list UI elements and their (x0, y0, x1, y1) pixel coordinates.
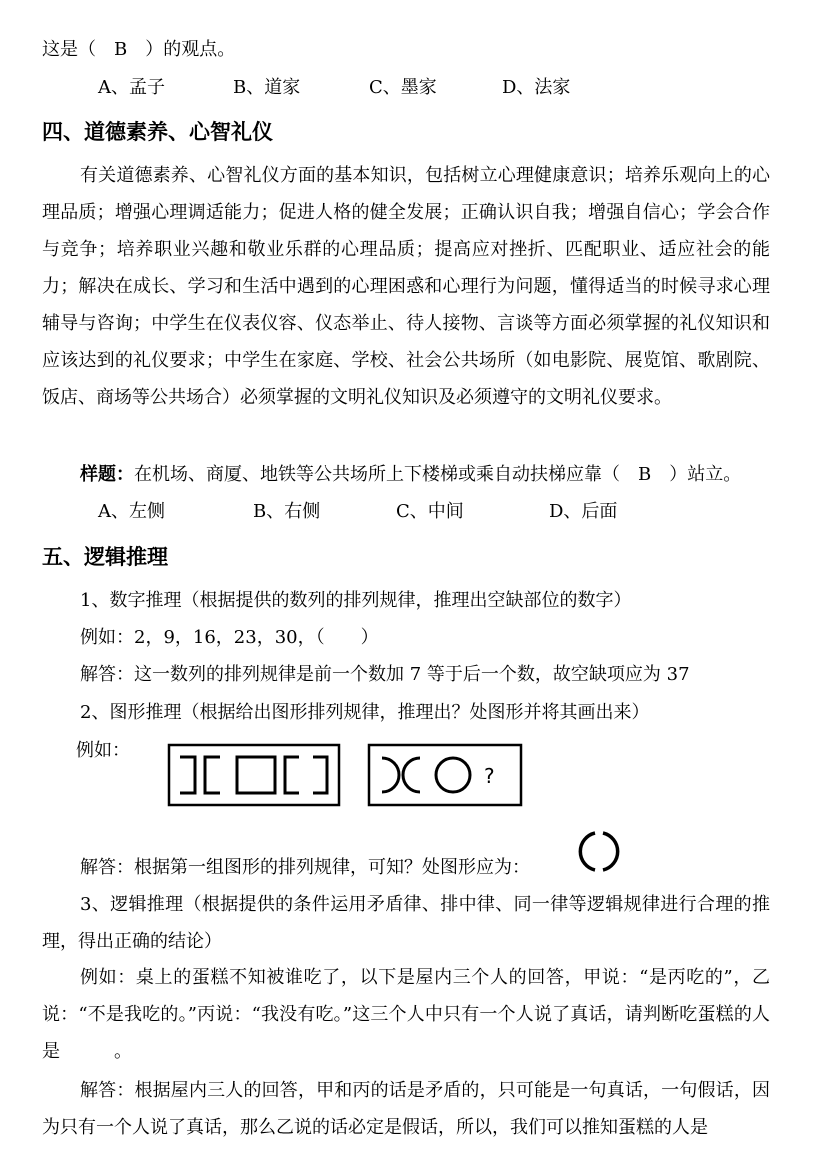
question-line: 这是（ B ）的观点。 (42, 39, 236, 60)
option-c: C、墨家 (369, 77, 437, 98)
sample-option-a: A、左侧 (98, 501, 165, 522)
item-3-title: 3、逻辑推理（根据提供的条件运用矛盾律、排中律、同一律等逻辑规律进行合理的推理，得出正确的结论） (42, 894, 770, 952)
item-1-example: 例如：2，9，16，23，30，（ ） (80, 627, 379, 648)
figure-group-2 (368, 744, 522, 806)
figure-group-2-frame (369, 745, 521, 805)
section-4-heading: 四、道德素养、心智礼仪 (42, 120, 273, 144)
item-1-title: 1、数字推理（根据提供的数列的排列规律，推理出空缺部位的数字） (80, 590, 632, 611)
figure-shape-facing-arcs (382, 758, 420, 792)
figure-shape-open-brackets (285, 757, 327, 793)
figure-question-mark: ? (484, 764, 495, 788)
sample-option-c: C、中间 (396, 501, 464, 522)
figure-shape-square (237, 757, 275, 793)
section-4-paragraph: 有关道德素养、心智礼仪方面的基本知识，包括树立心理健康意识；培养乐观向上的心理品质；增强心理调适能力；促进人格的健全发展；正确认识自我；增强自信心；学会合作与竞争；培养职业兴趣和敬业乐群的心理品质；提高应对挫折、匹配职业、适应社会的能力；解决在成长、学习和生活中遇到的心理困惑和心理行为问题，懂得适当的时候寻求心理辅导与咨询；中学生在仪表仪容、仪态举止、待人接物、言谈等方面必须掌握的礼仪知识和应该达到的礼仪要求；中学生在家庭、学校、社会公共场所（如电影院、展览馆、歌剧院、饭店、商场等公共场合）必须掌握的文明礼仪知识及必须遵守的文明礼仪要求。 (42, 165, 770, 408)
section-5-heading: 五、逻辑推理 (42, 545, 168, 569)
figure-group-1 (168, 744, 340, 806)
figure-shape-facing-brackets (180, 757, 220, 793)
sample-option-b: B、右侧 (253, 501, 321, 522)
answer-figure-open-arcs (580, 833, 617, 870)
sample-text: 在机场、商厦、地铁等公共场所上下楼梯或乘自动扶梯应靠（ B ）站立。 (134, 464, 742, 485)
sample-option-d: D、后面 (549, 501, 618, 522)
item-2-example-label: 例如： (76, 740, 130, 761)
option-a: A、孟子 (98, 77, 165, 98)
sample-question (80, 463, 741, 487)
item-3-answer: 解答：根据屋内三人的回答，甲和丙的话是矛盾的，只可能是一句真话，一句假话，因为只有一个人说了真话，那么乙说的话必定是假话，所以，我们可以推知蛋糕的人是 (42, 1080, 770, 1138)
item-1-answer: 解答：这一数列的排列规律是前一个数加 7 等于后一个数，故空缺项应为 37 (80, 664, 690, 685)
option-b: B、道家 (233, 77, 301, 98)
answer-figure (574, 830, 626, 874)
option-d: D、法家 (502, 77, 571, 98)
item-2-title: 2、图形推理（根据给出图形排列规律，推理出？处图形并将其画出来） (80, 702, 650, 723)
sample-label: 样题： (80, 464, 134, 485)
figure-shape-circle (436, 758, 470, 792)
item-2-answer: 解答：根据第一组图形的排列规律，可知？处图形应为： (80, 857, 530, 878)
item-3-example: 例如：桌上的蛋糕不知被谁吃了，以下是屋内三个人的回答，甲说：“是丙吃的”，乙说：“不是我吃的。”丙说：“我没有吃。”这三个人中只有一个人说了真话，请判断吃蛋糕的人是 。 (42, 967, 770, 1062)
